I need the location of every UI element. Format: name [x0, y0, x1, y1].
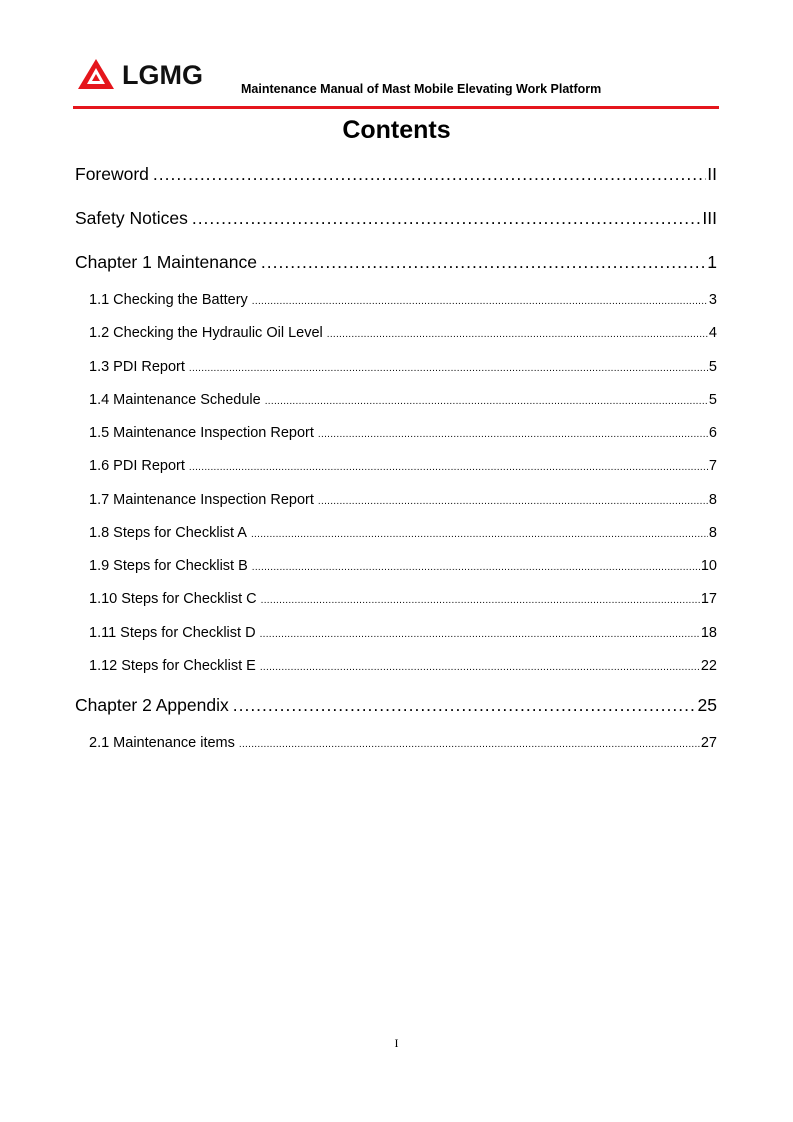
toc-entry-label: Chapter 2 Appendix: [75, 695, 229, 715]
toc-entry-page: 22: [700, 658, 717, 674]
toc-entry-2-1[interactable]: [89, 735, 717, 751]
toc-entry-1-12[interactable]: [89, 658, 717, 674]
dot-leader: [261, 252, 706, 273]
page-header: [0, 0, 793, 112]
toc-entry-label: 1.6 PDI Report: [89, 458, 185, 474]
toc-entry-1-5[interactable]: [89, 425, 717, 441]
contents-heading: Contents: [342, 116, 451, 144]
toc-entry-1-11[interactable]: [89, 625, 717, 641]
toc-entry-1-6[interactable]: [89, 458, 717, 474]
document-title: Maintenance Manual of Mast Mobile Elevating Work Platform: [241, 82, 602, 96]
toc-entry-page: 6: [708, 425, 717, 441]
dot-leader: [260, 662, 700, 673]
dot-leader: [189, 462, 708, 473]
toc-entry-label: Chapter 1 Maintenance: [75, 252, 257, 272]
toc-entry-label: 1.5 Maintenance Inspection Report: [89, 425, 314, 441]
toc-entry-1-7[interactable]: [89, 492, 717, 508]
header-rule: [73, 106, 719, 109]
toc-entry-page: 27: [700, 735, 717, 751]
toc-entry-page: 17: [700, 591, 717, 607]
toc-entry-label: Foreword: [75, 164, 149, 184]
toc-entry-page: 5: [708, 392, 717, 408]
toc-entry-1-9[interactable]: [89, 558, 717, 574]
toc-entry-label: 1.12 Steps for Checklist E: [89, 658, 256, 674]
dot-leader: [265, 396, 708, 407]
toc-entry-page: 10: [700, 558, 717, 574]
toc-entry-page: 3: [708, 292, 717, 308]
lgmg-logo: [78, 57, 218, 91]
toc-entry-1-8[interactable]: [89, 525, 717, 541]
dot-leader: [252, 562, 700, 573]
toc-entry-label: Safety Notices: [75, 208, 188, 228]
toc-entry-page: 18: [700, 625, 717, 641]
toc-entry-page: 5: [708, 359, 717, 375]
svg-text:LGMG: LGMG: [122, 60, 203, 90]
toc-entry-label: 1.7 Maintenance Inspection Report: [89, 492, 314, 508]
toc-entry-label: 1.3 PDI Report: [89, 359, 185, 375]
toc-entry-safety-notices[interactable]: [75, 208, 717, 229]
dot-leader: [239, 739, 700, 750]
dot-leader: [192, 208, 702, 229]
toc-entry-1-3[interactable]: [89, 359, 717, 375]
toc-entry-label: 1.2 Checking the Hydraulic Oil Level: [89, 325, 323, 341]
toc-entry-label: 2.1 Maintenance items: [89, 735, 235, 751]
dot-leader: [189, 363, 708, 374]
toc-entry-label: 1.1 Checking the Battery: [89, 292, 248, 308]
dot-leader: [260, 629, 700, 640]
dot-leader: [327, 329, 708, 340]
dot-leader: [252, 296, 708, 307]
toc-entry-label: 1.4 Maintenance Schedule: [89, 392, 261, 408]
toc-entry-label: 1.9 Steps for Checklist B: [89, 558, 248, 574]
toc-entry-page: 8: [708, 525, 717, 541]
dot-leader: [233, 695, 697, 716]
toc-entry-1-4[interactable]: [89, 392, 717, 408]
toc-entry-page: II: [707, 164, 717, 184]
toc-entry-page: 8: [708, 492, 717, 508]
dot-leader: [261, 595, 700, 606]
dot-leader: [318, 429, 708, 440]
toc-entry-page: 25: [697, 695, 717, 715]
toc-entry-label: 1.11 Steps for Checklist D: [89, 625, 256, 641]
dot-leader: [318, 496, 708, 507]
toc-entry-chapter-2[interactable]: [75, 695, 717, 716]
dot-leader: [153, 164, 706, 185]
toc-entry-page: 1: [707, 252, 717, 272]
toc-entry-1-10[interactable]: [89, 591, 717, 607]
toc-entry-label: 1.10 Steps for Checklist C: [89, 591, 257, 607]
toc-entry-chapter-1[interactable]: [75, 252, 717, 273]
toc-entry-foreword[interactable]: [75, 164, 717, 185]
toc-entry-page: III: [702, 208, 717, 228]
page-number: I: [394, 1036, 399, 1050]
toc-entry-1-2[interactable]: [89, 325, 717, 341]
toc-entry-label: 1.8 Steps for Checklist A: [89, 525, 247, 541]
toc-entry-page: 7: [708, 458, 717, 474]
toc-entry-1-1[interactable]: [89, 292, 717, 308]
dot-leader: [251, 529, 708, 540]
toc-entry-page: 4: [708, 325, 717, 341]
